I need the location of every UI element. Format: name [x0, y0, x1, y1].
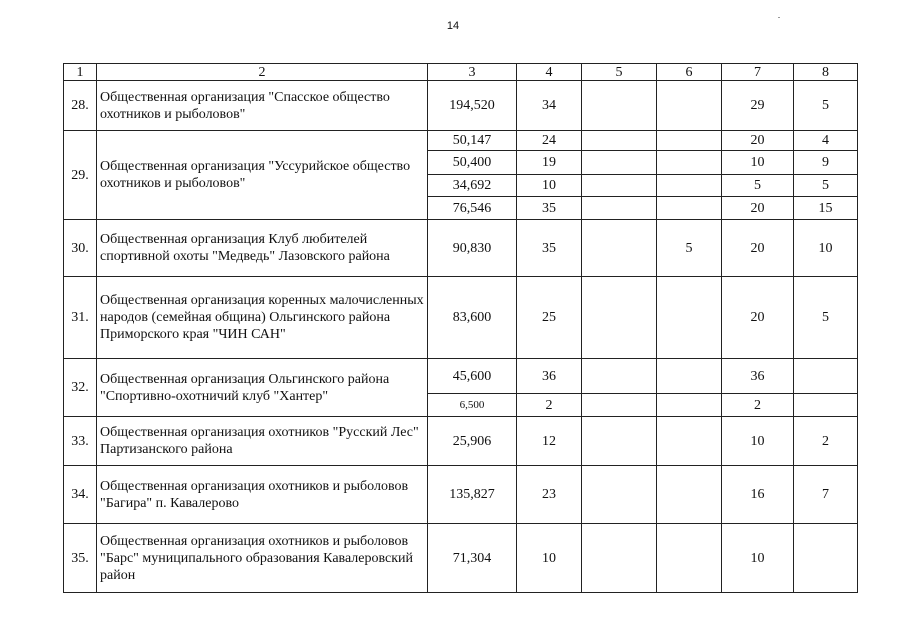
cell-c5 [582, 81, 657, 131]
cell-c5 [582, 220, 657, 277]
organization-name: Общественная организация охотников "Русский Лес" Партизанского района [97, 417, 428, 466]
cell-c4: 2 [517, 394, 582, 417]
cell-c4: 10 [517, 175, 582, 197]
cell-c3: 25,906 [428, 417, 517, 466]
column-header: 2 [97, 64, 428, 81]
cell-c3: 34,692 [428, 175, 517, 197]
cell-c6: 5 [657, 220, 722, 277]
cell-c4: 10 [517, 524, 582, 593]
organization-name: Общественная организация охотников и рыболовов "Багира" п. Кавалерово [97, 466, 428, 524]
cell-c5 [582, 175, 657, 197]
scan-speck [778, 17, 780, 18]
cell-c7: 10 [722, 524, 794, 593]
column-header: 5 [582, 64, 657, 81]
cell-c6 [657, 197, 722, 220]
cell-c3: 76,546 [428, 197, 517, 220]
cell-c8: 4 [794, 131, 858, 151]
cell-c7: 29 [722, 81, 794, 131]
cell-c8: 5 [794, 175, 858, 197]
cell-c3: 90,830 [428, 220, 517, 277]
cell-c6 [657, 394, 722, 417]
cell-c5 [582, 359, 657, 394]
table-row [64, 417, 858, 466]
cell-c5 [582, 151, 657, 175]
organization-name: Общественная организация "Уссурийское общество охотников и рыболовов" [97, 131, 428, 220]
cell-c6 [657, 277, 722, 359]
cell-c8: 5 [794, 81, 858, 131]
cell-c7: 20 [722, 277, 794, 359]
cell-c6 [657, 466, 722, 524]
organization-name: Общественная организация Ольгинского района "Спортивно-охотничий клуб "Хантер" [97, 359, 428, 417]
cell-c4: 35 [517, 220, 582, 277]
table-header-row [64, 64, 858, 81]
row-number: 32. [64, 359, 97, 417]
row-number: 31. [64, 277, 97, 359]
cell-c5 [582, 524, 657, 593]
cell-c7: 36 [722, 359, 794, 394]
cell-c6 [657, 151, 722, 175]
cell-c7: 16 [722, 466, 794, 524]
table-row [64, 131, 858, 151]
column-header: 1 [64, 64, 97, 81]
hunting-grounds-table [63, 63, 858, 593]
organization-name: Общественная организация Клуб любителей спортивной охоты "Медведь" Лазовского района [97, 220, 428, 277]
organization-name: Общественная организация коренных малочисленных народов (семейная община) Ольгинского района Приморского края "ЧИН САН" [97, 277, 428, 359]
cell-c3: 194,520 [428, 81, 517, 131]
cell-c7: 5 [722, 175, 794, 197]
cell-c8: 15 [794, 197, 858, 220]
cell-c6 [657, 81, 722, 131]
cell-c6 [657, 524, 722, 593]
column-header: 3 [428, 64, 517, 81]
cell-c3: 50,147 [428, 131, 517, 151]
cell-c3: 135,827 [428, 466, 517, 524]
cell-c4: 35 [517, 197, 582, 220]
cell-c8 [794, 359, 858, 394]
cell-c5 [582, 277, 657, 359]
table-row [64, 359, 858, 394]
cell-c8: 7 [794, 466, 858, 524]
cell-c7: 2 [722, 394, 794, 417]
cell-c5 [582, 131, 657, 151]
table-row [64, 277, 858, 359]
table-row [64, 220, 858, 277]
row-number: 34. [64, 466, 97, 524]
cell-c5 [582, 197, 657, 220]
cell-c4: 19 [517, 151, 582, 175]
cell-c7: 20 [722, 197, 794, 220]
cell-c3: 6,500 [428, 394, 517, 417]
cell-c4: 34 [517, 81, 582, 131]
organization-name: Общественная организация охотников и рыболовов "Барс" муниципального образования Кавалеровский район [97, 524, 428, 593]
column-header: 7 [722, 64, 794, 81]
cell-c7: 10 [722, 151, 794, 175]
cell-c5 [582, 417, 657, 466]
cell-c3: 45,600 [428, 359, 517, 394]
cell-c6 [657, 175, 722, 197]
column-header: 6 [657, 64, 722, 81]
cell-c4: 36 [517, 359, 582, 394]
row-number: 29. [64, 131, 97, 220]
row-number: 30. [64, 220, 97, 277]
table-row [64, 466, 858, 524]
cell-c4: 25 [517, 277, 582, 359]
cell-c8: 5 [794, 277, 858, 359]
cell-c6 [657, 131, 722, 151]
cell-c8: 2 [794, 417, 858, 466]
table-row [64, 524, 858, 593]
cell-c7: 20 [722, 220, 794, 277]
cell-c4: 12 [517, 417, 582, 466]
row-number: 28. [64, 81, 97, 131]
cell-c5 [582, 394, 657, 417]
cell-c7: 20 [722, 131, 794, 151]
cell-c3: 83,600 [428, 277, 517, 359]
row-number: 35. [64, 524, 97, 593]
cell-c5 [582, 466, 657, 524]
cell-c7: 10 [722, 417, 794, 466]
cell-c8 [794, 524, 858, 593]
page-number: 14 [446, 20, 460, 32]
cell-c4: 23 [517, 466, 582, 524]
row-number: 33. [64, 417, 97, 466]
cell-c8 [794, 394, 858, 417]
organization-name: Общественная организация "Спасское общество охотников и рыболовов" [97, 81, 428, 131]
column-header: 4 [517, 64, 582, 81]
column-header: 8 [794, 64, 858, 81]
cell-c8: 10 [794, 220, 858, 277]
cell-c8: 9 [794, 151, 858, 175]
cell-c3: 71,304 [428, 524, 517, 593]
table-row [64, 81, 858, 131]
cell-c6 [657, 417, 722, 466]
cell-c4: 24 [517, 131, 582, 151]
cell-c6 [657, 359, 722, 394]
cell-c3: 50,400 [428, 151, 517, 175]
